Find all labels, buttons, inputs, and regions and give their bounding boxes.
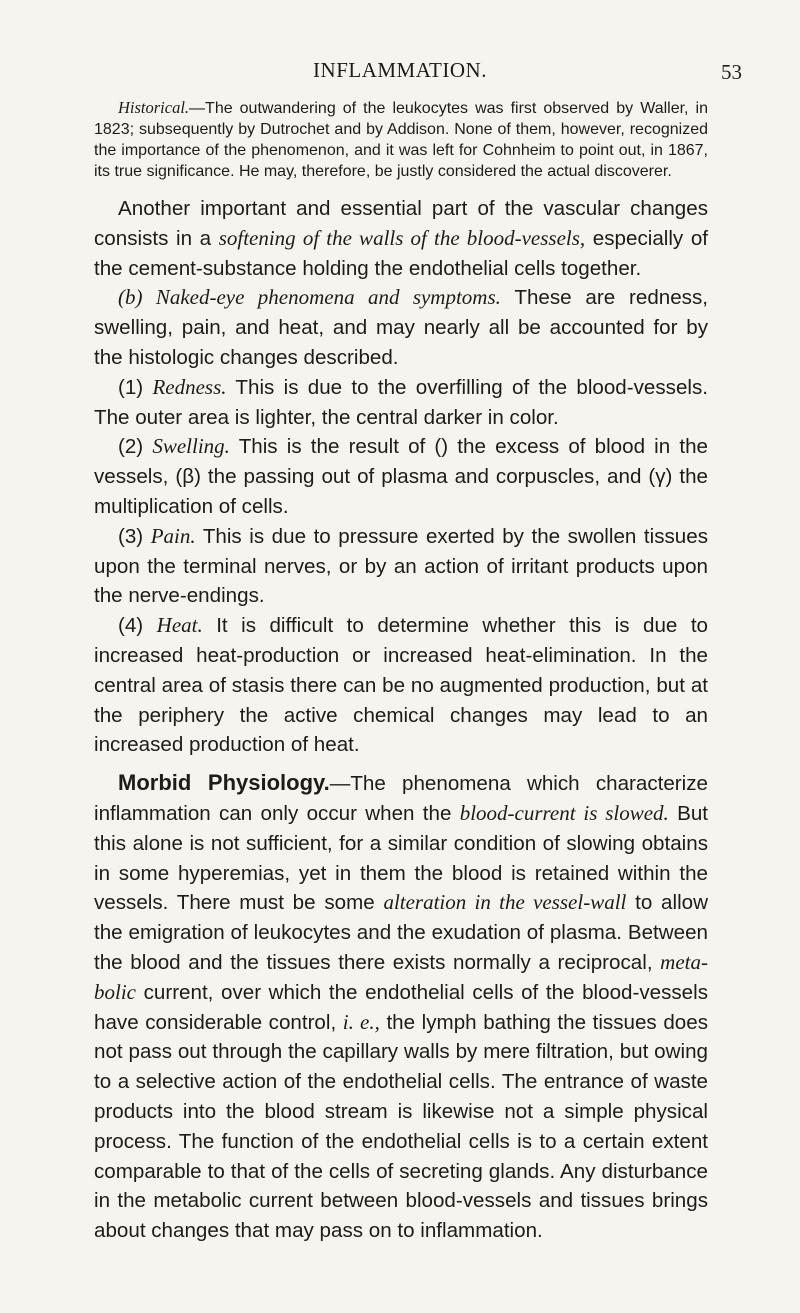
morbid-physiology-heading: Morbid Physiology. xyxy=(118,770,330,796)
morbid-term-3: meta-bolic xyxy=(94,949,708,1004)
softening-paragraph xyxy=(94,194,708,283)
pain-text: This is due to pressure exerted by the swollen tissues upon the terminal nerves, or by an action of irritant products upon the nerve-endings. xyxy=(94,524,708,608)
morbid-text-4: current, over which the endothelial cells of the blood-vessels have considerable control, xyxy=(94,980,708,1034)
swelling-paragraph xyxy=(94,432,708,521)
historical-note xyxy=(94,97,708,182)
morbid-text-3: to allow the emigration of leukocytes and the exudation of plasma. Between the blood and the tissues there exists normally a reciprocal, xyxy=(94,891,708,974)
heat-number: (4) xyxy=(118,614,157,638)
morbid-text-2: But this alone is not sufficient, for a similar condition of slowing obtains in some hyperemias, yet in them the blood is retained within the vessels. There must be some xyxy=(94,801,708,915)
heat-text: It is difficult to determine whether this is due to increased heat-production or increased heat-elimination. In the central area of stasis there can be no augmented production, but at the periphery the active chemical changes may lead to an increased production of heat. xyxy=(94,614,708,757)
swelling-title: Swelling. xyxy=(152,434,230,459)
morbid-term-4: i. e., xyxy=(342,1009,380,1034)
redness-text: This is due to the overfilling of the blood-vessels. The outer area is lighter, the central darker in color. xyxy=(94,375,709,429)
symptoms-title: Naked-eye phenomena and symptoms. xyxy=(155,285,501,310)
heat-paragraph xyxy=(94,611,708,760)
morbid-text-1: —The phenomena which characterize inflammation can only occur when the xyxy=(94,772,708,825)
swelling-text: This is the result of () the excess of blood in the vessels, (β) the passing out of plasma and corpuscles, and (γ) the multiplication of cells. xyxy=(94,435,708,518)
symptoms-marker: (b) xyxy=(118,285,156,310)
page-number: 53 xyxy=(721,60,742,84)
morbid-term-1: blood-current is slowed. xyxy=(459,800,669,825)
pain-number: (3) xyxy=(118,524,151,548)
morbid-term-2: alteration in the vessel-wall xyxy=(383,890,627,915)
redness-paragraph xyxy=(94,373,708,433)
symptoms-text: These are redness, swelling, pain, and heat, and may nearly all be accounted for by the histologic changes described. xyxy=(94,286,708,369)
morbid-physiology-paragraph xyxy=(94,768,708,1246)
page-header xyxy=(0,58,800,88)
redness-title: Redness. xyxy=(152,374,227,399)
heat-title: Heat. xyxy=(156,613,203,638)
pain-title: Pain. xyxy=(150,523,196,548)
softening-text-after: especially of the cement-substance holding the endothelial cells together. xyxy=(94,226,708,280)
pain-paragraph xyxy=(94,522,708,611)
softening-term: softening of the walls of the blood-vessels, xyxy=(218,225,586,250)
historical-label: Historical. xyxy=(118,98,190,117)
morbid-text-5: the lymph bathing the tissues does not pass out through the capillary walls by mere filtration, but owing to a selective action of the endothelial cells. The entrance of waste products into the blood stream is likewise not a simple physical process. The function of the endothelial cells is to a certain extent comparable to that of the cells of secreting glands. Any disturbance in the metabolic current between blood-vessels and tissues brings about changes that may pass on to inflammation. xyxy=(94,1010,708,1243)
running-head: INFLAMMATION. xyxy=(313,58,487,82)
swelling-number: (2) xyxy=(118,435,153,459)
softening-text-before: Another important and essential part of the vascular changes consists in a xyxy=(94,197,708,250)
redness-number: (1) xyxy=(118,375,153,399)
page-body xyxy=(94,97,708,1246)
historical-text: —The outwandering of the leukocytes was first observed by Waller, in 1823; subsequently by Dutrochet and by Addison. None of them, however, recognized the importance of the phenomenon, and it was left for Cohnheim to point out, in 1867, its true significance. He may, therefore, be justly considered the actual discoverer. xyxy=(94,100,708,180)
symptoms-paragraph xyxy=(94,283,708,372)
